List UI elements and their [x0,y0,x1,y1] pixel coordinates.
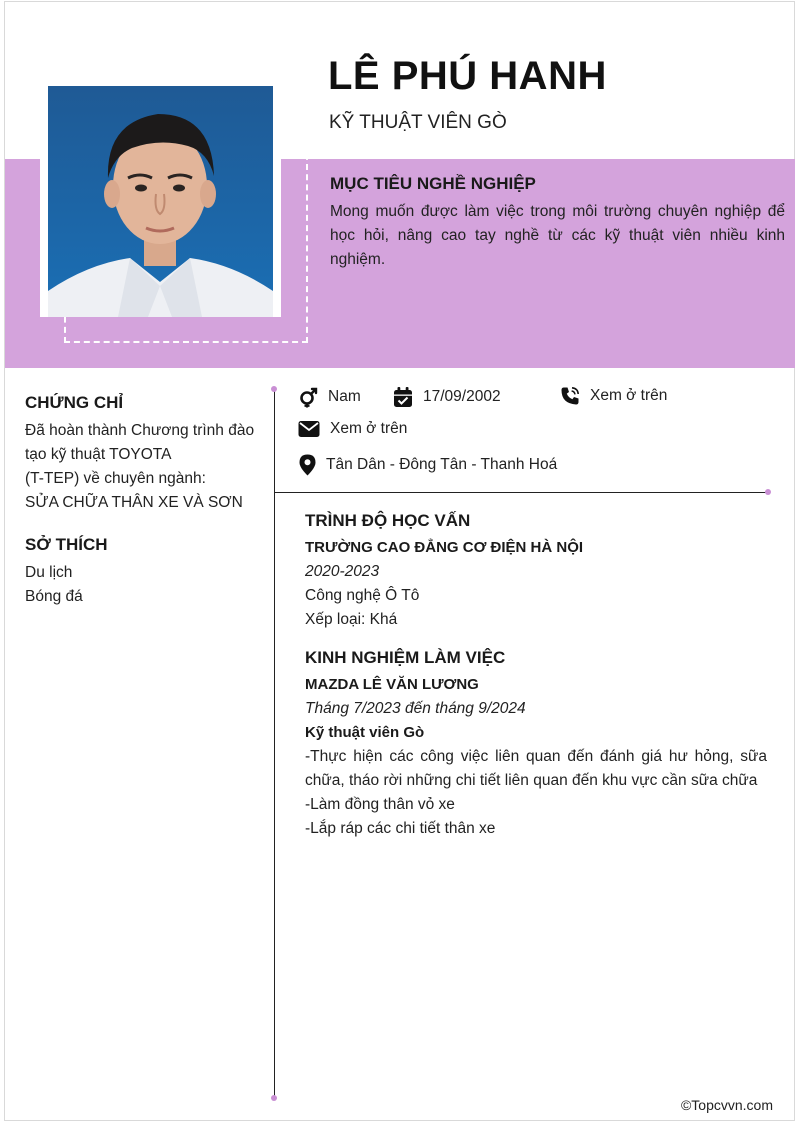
objective-heading: MỤC TIÊU NGHỀ NGHIỆP [330,174,536,193]
birthday-value: 17/09/2002 [423,388,501,405]
education-period: 2020-2023 [305,563,380,580]
certificate-line: tạo kỹ thuật TOYOTA [25,446,172,463]
contact-divider [274,492,768,493]
address-value: Tân Dân - Đông Tân - Thanh Hoá [326,456,558,473]
experience-duty: -Thực hiện các công việc liên quan đến đánh giá hư hỏng, sữa chữa, tháo rời những chi tiết liên quan đến khu vực cần sữa chữa [305,748,767,789]
hobby-item: Bóng đá [25,588,83,605]
calendar-icon [393,386,413,408]
watermark: ©Topcvvn.com [680,1097,773,1113]
profile-photo [48,86,273,317]
contact-address [299,454,557,476]
email-value: Xem ở trên [330,420,408,437]
education-section [305,511,767,632]
education-grade: Xếp loại: Khá [305,611,398,628]
certificates-section [25,393,265,515]
phone-icon [560,386,580,406]
vertical-divider [274,389,275,1098]
company-name: MAZDA LÊ VĂN LƯƠNG [305,676,479,693]
hobbies-heading: SỞ THÍCH [25,535,108,554]
experience-duty: -Làm đồng thân vỏ xe [305,796,455,813]
contact-birthday [393,386,501,408]
contact-email [298,420,407,438]
experience-role: Kỹ thuật viên Gò [305,724,425,741]
hobby-item: Du lịch [25,564,73,581]
experience-section [305,648,767,841]
education-heading: TRÌNH ĐỘ HỌC VẤN [305,511,471,530]
phone-value: Xem ở trên [590,387,668,404]
hobbies-section [25,535,265,609]
certificate-line: Đã hoàn thành Chương trình đào [25,422,255,439]
experience-heading: KINH NGHIỆM LÀM VIỆC [305,648,506,667]
job-title: KỸ THUẬT VIÊN GÒ [329,112,507,133]
certificates-heading: CHỨNG CHỈ [25,393,124,412]
mail-icon [298,420,320,438]
experience-duty: -Lắp ráp các chi tiết thân xe [305,820,496,837]
divider-dot-right [765,489,771,495]
profile-photo-image [48,86,273,317]
location-pin-icon [299,454,316,476]
contact-gender [298,386,361,408]
certificate-line: (T-TEP) về chuyên ngành: [25,470,206,487]
school-name: TRƯỜNG CAO ĐẲNG CƠ ĐIỆN HÀ NỘI [305,539,584,556]
experience-period: Tháng 7/2023 đến tháng 9/2024 [305,700,526,717]
objective-text: Mong muốn được làm việc trong môi trường chuyên nghiệp để học hỏi, nâng cao tay nghề từ các kỹ thuật viên nhiều kinh nghiệm. [330,203,785,268]
divider-dot-top [271,386,277,392]
gender-value: Nam [328,388,361,405]
education-major: Công nghệ Ô Tô [305,587,420,604]
contact-phone [560,386,667,406]
gender-icon [298,386,318,408]
divider-dot-bottom [271,1095,277,1101]
certificate-line: SỬA CHỮA THÂN XE VÀ SƠN [25,494,243,511]
candidate-name: LÊ PHÚ HANH [328,54,607,98]
